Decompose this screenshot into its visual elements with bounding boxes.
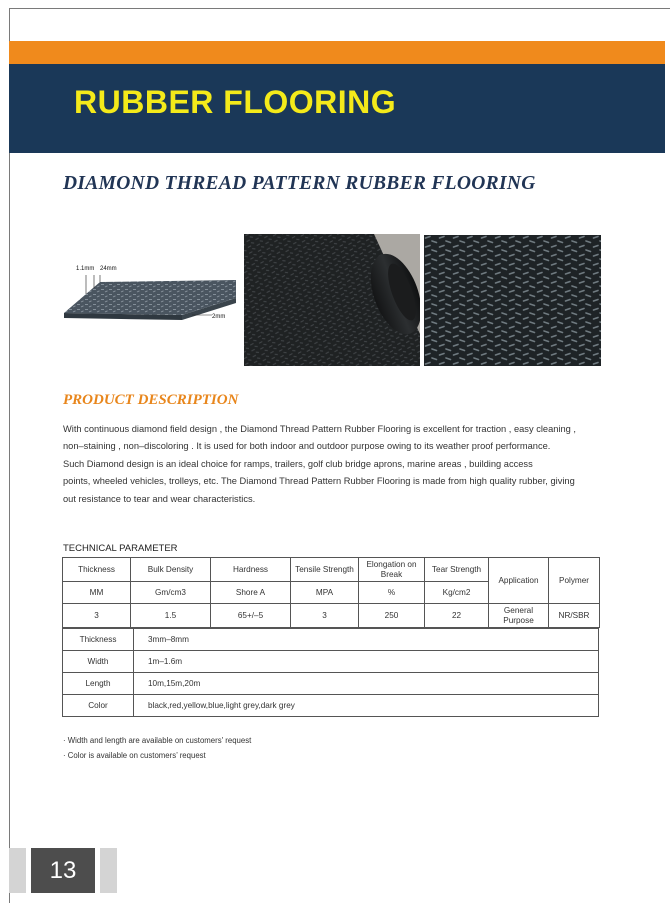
table-unit-cell: MM [63, 582, 131, 604]
note-item: · Width and length are available on customers' request [63, 736, 252, 745]
table-cell: 250 [359, 604, 425, 628]
table-cell: General Purpose [489, 604, 549, 628]
diagram-pitch-label: 24mm [100, 266, 117, 272]
note-item: · Color is available on customers’ request [63, 751, 206, 760]
table-row [63, 695, 599, 717]
technical-parameter-label: TECHNICAL PARAMETER [63, 543, 178, 554]
spec-key: Thickness [63, 629, 134, 651]
header-title: RUBBER FLOORING [74, 84, 397, 120]
table-header-cell: Polymer [549, 558, 600, 604]
table-header-cell: Application [489, 558, 549, 604]
spec-value: 10m,15m,20m [134, 673, 599, 695]
table-cell: 22 [425, 604, 489, 628]
product-title: DIAMOND THREAD PATTERN RUBBER FLOORING [63, 173, 536, 194]
spec-key: Color [63, 695, 134, 717]
table-header-cell: Bulk Density [131, 558, 211, 582]
spec-value: 3mm–8mm [134, 629, 599, 651]
technical-parameter-table [62, 557, 600, 628]
page-number: 13 [31, 848, 95, 893]
rolled-flooring-photo [244, 234, 420, 366]
orange-band [9, 41, 665, 64]
table-row [63, 629, 599, 651]
table-header-row [63, 558, 600, 582]
table-cell: 3 [291, 604, 359, 628]
table-header-cell: Elongation on Break [359, 558, 425, 582]
table-header-cell: Thickness [63, 558, 131, 582]
table-cell: NR/SBR [549, 604, 600, 628]
table-unit-cell: Kg/cm2 [425, 582, 489, 604]
table-unit-cell: Gm/cm3 [131, 582, 211, 604]
description-line: points, wheeled vehicles, trolleys, etc. The Diamond Thread Pattern Rubber Flooring is made from high quality rubber, giving [63, 476, 575, 487]
table-unit-cell: MPA [291, 582, 359, 604]
description-line: out resistance to tear and wear characteristics. [63, 493, 256, 504]
table-cell: 1.5 [131, 604, 211, 628]
page-tab-left [9, 848, 26, 893]
description-line: non–staining , non–discoloring . It is used for both indoor and outdoor purpose owing to its weather proof performance. [63, 441, 551, 452]
notes [63, 733, 251, 763]
texture-closeup-photo [424, 235, 601, 366]
table-row [63, 673, 599, 695]
product-description-heading: PRODUCT DESCRIPTION [63, 392, 239, 408]
spec-value: 1m–1.6m [134, 651, 599, 673]
cross-section-diagram [60, 258, 240, 328]
page-frame-top [9, 8, 670, 9]
spec-value: black,red,yellow,blue,light grey,dark grey [134, 695, 599, 717]
diagram-base-label: 2mm [212, 314, 226, 320]
table-unit-cell: Shore A [211, 582, 291, 604]
description-line: Such Diamond design is an ideal choice for ramps, trailers, golf club bridge aprons, marine areas , building access [63, 458, 533, 469]
table-header-cell: Hardness [211, 558, 291, 582]
table-row [63, 604, 600, 628]
spec-key: Length [63, 673, 134, 695]
table-cell: 3 [63, 604, 131, 628]
table-header-cell: Tear Strength [425, 558, 489, 582]
product-description-text [63, 421, 603, 508]
spec-key: Width [63, 651, 134, 673]
table-row [63, 651, 599, 673]
diagram-thickness-label: 1.1mm [76, 266, 95, 272]
description-line: With continuous diamond field design , the Diamond Thread Pattern Rubber Flooring is excellent for traction , easy cleaning , [63, 424, 576, 434]
page-tab-right [100, 848, 117, 893]
table-unit-cell: % [359, 582, 425, 604]
table-cell: 65+/–5 [211, 604, 291, 628]
specification-table [62, 628, 599, 717]
table-header-cell: Tensile Strength [291, 558, 359, 582]
